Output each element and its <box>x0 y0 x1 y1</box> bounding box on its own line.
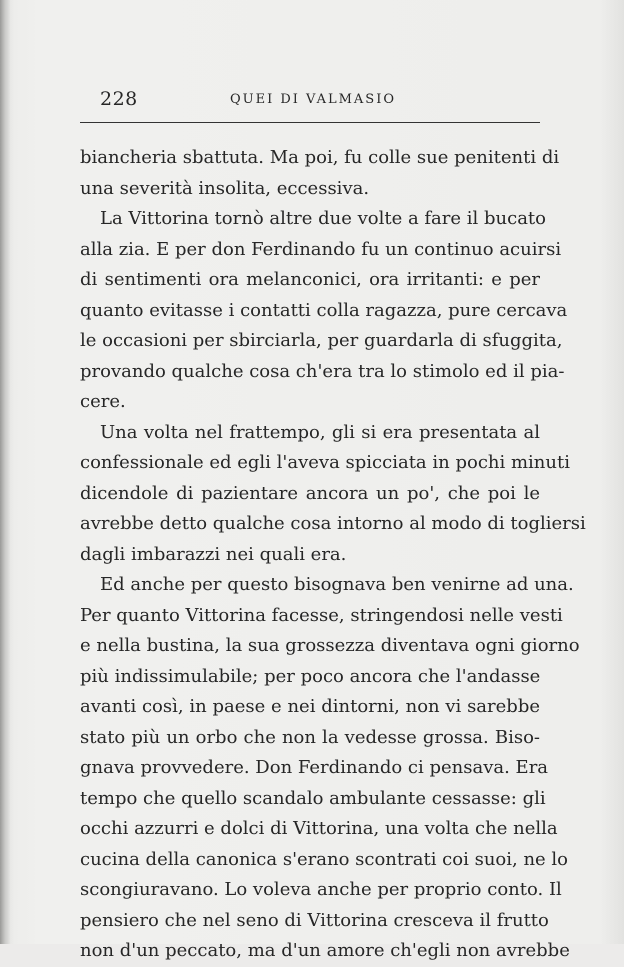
text-line: Una volta nel frattempo, gli si era presentata al <box>100 421 540 443</box>
text-line: cucina della canonica s'erano scontrati coi suoi, ne lo <box>80 848 569 870</box>
text-line: tempo che quello scandalo ambulante cessasse: gli <box>80 787 546 809</box>
text-line: gnava provvedere. Don Ferdinando ci pensava. Era <box>80 757 549 778</box>
text-line: stato più un orbo che non la vedesse grossa. Biso- <box>80 726 540 748</box>
text-line: provando qualche cosa ch'era tra lo stimolo ed il pia- <box>80 360 565 382</box>
text-line: pensiero che nel seno di Vittorina cresceva il frutto <box>80 909 549 931</box>
text-line: le occasioni per sbirciarla, per guardarla di sfuggita, <box>80 330 563 351</box>
text-line: dagli imbarazzi nei quali era. <box>80 543 347 565</box>
header-rule <box>80 122 540 123</box>
text-line: più indissimulabile; per poco ancora che l'andasse <box>80 665 541 687</box>
book-title: QUEI DI VALMASIO <box>230 92 396 107</box>
text-line: alla zia. E per don Ferdinando fu un continuo acuirsi <box>80 238 562 260</box>
text-line: avanti così, in paese e nei dintorni, non vi sarebbe <box>80 696 540 717</box>
running-head <box>80 88 540 118</box>
body-text <box>80 143 586 967</box>
text-line: confessionale ed egli l'aveva spicciata in pochi minuti <box>80 452 570 473</box>
text-line: cere. <box>80 391 126 412</box>
text-line: di sentimenti ora melanconici, ora irritanti: e per <box>80 269 540 290</box>
page-binding-edge <box>0 0 10 944</box>
text-line: non d'un peccato, ma d'un amore ch'egli non avrebbe <box>80 940 570 961</box>
page-number: 228 <box>100 88 138 110</box>
text-line: occhi azzurri e dolci di Vittorina, una volta che nella <box>80 818 558 839</box>
text-line: una severità insolita, eccessiva. <box>80 177 370 199</box>
text-line: e nella bustina, la sua grossezza diventava ogni giorno <box>80 635 580 656</box>
text-line: La Vittorina tornò altre due volte a fare il bucato <box>100 208 547 229</box>
text-line: dicendole di pazientare ancora un po', che poi le <box>80 482 540 504</box>
text-line: Ed anche per questo bisognava ben venirne ad una. <box>100 574 574 595</box>
text-line: biancheria sbattuta. Ma poi, fu colle sue penitenti di <box>80 147 560 168</box>
text-line: quanto evitasse i contatti colla ragazza, pure cercava <box>80 299 568 321</box>
text-line: scongiuravano. Lo voleva anche per proprio conto. Il <box>80 879 562 900</box>
text-line: avrebbe detto qualche cosa intorno al modo di togliersi <box>80 513 586 534</box>
text-line: Per quanto Vittorina facesse, stringendosi nelle vesti <box>80 604 563 626</box>
